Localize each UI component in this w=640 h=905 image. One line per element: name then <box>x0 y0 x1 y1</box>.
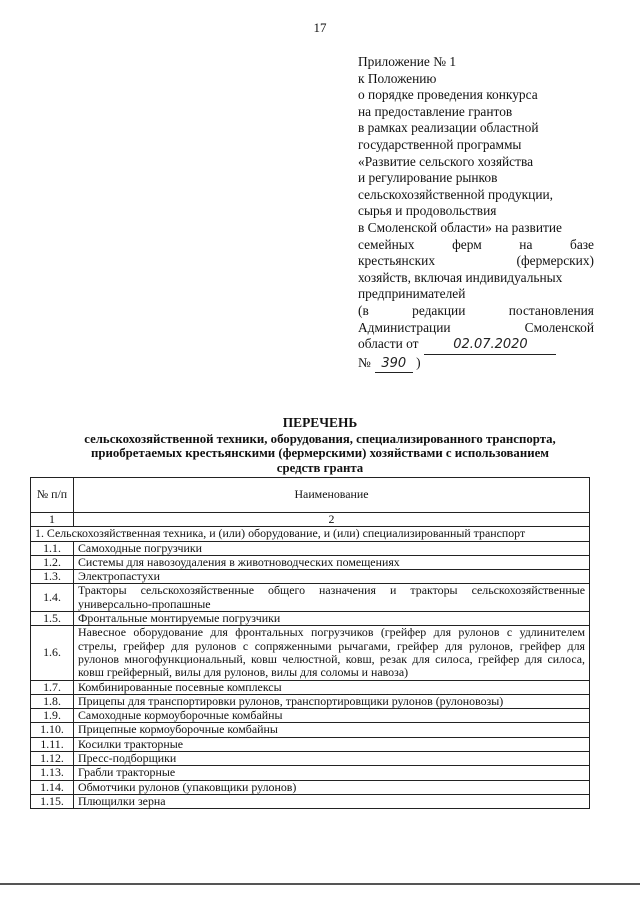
row-number: 1.4. <box>31 584 74 612</box>
title-line: средств гранта <box>276 460 364 475</box>
number-suffix: ) <box>416 354 421 370</box>
handwritten-number: 390 <box>375 356 413 374</box>
row-name: Комбинированные посевные комплексы <box>74 680 590 694</box>
row-name: Тракторы сельскохозяйственные общего назначения и тракторы сельскохозяйственные универсально-пропашные <box>74 584 590 612</box>
row-number: 1.7. <box>31 680 74 694</box>
appendix-date-line <box>358 336 594 355</box>
header-row <box>31 478 590 513</box>
column-number-row <box>31 513 590 527</box>
appendix-line: и регулирование рынков <box>358 170 498 186</box>
row-number: 1.11. <box>31 737 74 751</box>
title-main: ПЕРЕЧЕНЬ <box>282 415 358 430</box>
table-row <box>31 723 590 737</box>
appendix-line: в Смоленской области» на развитие <box>358 219 563 235</box>
handwritten-date: 02.07.2020 <box>424 337 556 355</box>
number-prefix: № <box>358 354 371 370</box>
appendix-line: к Положению <box>358 70 437 86</box>
row-number: 1.6. <box>31 626 74 680</box>
row-number: 1.2. <box>31 555 74 569</box>
appendix-line: государственной программы <box>358 136 522 152</box>
section-row <box>31 527 590 541</box>
row-number: 1.8. <box>31 694 74 708</box>
row-name: Самоходные погрузчики <box>74 541 590 555</box>
table-row <box>31 584 590 612</box>
page-number: 17 <box>313 20 327 35</box>
appendix-line: крестьянских (фермерских) <box>358 253 594 269</box>
table-row <box>31 541 590 555</box>
table-row <box>31 709 590 723</box>
table-row <box>31 752 590 766</box>
row-name: Фронтальные монтируемые погрузчики <box>74 612 590 626</box>
row-name: Прицепы для транспортировки рулонов, транспортировщики рулонов (рулоновозы) <box>74 694 590 708</box>
row-name: Косилки тракторные <box>74 737 590 751</box>
table-row <box>31 626 590 680</box>
table-row <box>31 570 590 584</box>
date-prefix: области от <box>358 336 419 352</box>
row-number: 1.14. <box>31 780 74 794</box>
row-name: Плющилки зерна <box>74 794 590 808</box>
appendix-line: о порядке проведения конкурса <box>358 87 538 103</box>
appendix-line: сельскохозяйственной продукции, <box>358 186 554 202</box>
row-number: 1.5. <box>31 612 74 626</box>
row-number: 1.1. <box>31 541 74 555</box>
document-title <box>60 416 580 475</box>
table-row <box>31 694 590 708</box>
row-number: 1.12. <box>31 752 74 766</box>
title-line: сельскохозяйственной техники, оборудования, специализированного транспорта, <box>84 431 556 446</box>
appendix-line: на предоставление грантов <box>358 103 513 119</box>
table-row <box>31 794 590 808</box>
col-number: 2 <box>74 513 590 527</box>
row-number: 1.13. <box>31 766 74 780</box>
header-name: Наименование <box>74 478 590 513</box>
appendix-line: хозяйств, включая индивидуальных <box>358 269 563 285</box>
row-number: 1.9. <box>31 709 74 723</box>
col-number: 1 <box>31 513 74 527</box>
appendix-line: «Развитие сельского хозяйства <box>358 153 534 169</box>
appendix-line: Приложение № 1 <box>358 54 457 69</box>
appendix-line: в рамках реализации областной <box>358 120 539 136</box>
title-line: приобретаемых крестьянскими (фермерскими) хозяйствами с использованием <box>91 446 549 460</box>
appendix-line: (в редакции постановления <box>358 302 594 318</box>
row-name: Электропастухи <box>74 570 590 584</box>
row-name: Системы для навозоудаления в животноводческих помещениях <box>74 555 590 569</box>
bottom-border <box>0 883 640 885</box>
row-name: Навесное оборудование для фронтальных погрузчиков (грейфер для рулонов с удлинителем стрелы, грейфер для рулонов с сопряженными рычагами, грейфер для рулонов, грейфер для рулонов многофункциональный, ковш челюстной, ковш, резак для силоса, грейфер для силоса, ковш грейферный, вилы для рулонов, вилы для соломы и навоза) <box>74 626 590 680</box>
row-name: Прицепные кормоуборочные комбайны <box>74 723 590 737</box>
appendix-block <box>358 54 594 373</box>
appendix-line: предпринимателей <box>358 286 466 302</box>
table-row <box>31 680 590 694</box>
table-row <box>31 780 590 794</box>
header-num: № п/п <box>31 478 74 513</box>
row-name: Грабли тракторные <box>74 766 590 780</box>
row-number: 1.3. <box>31 570 74 584</box>
appendix-line: Администрации Смоленской <box>358 319 594 335</box>
appendix-line: семейных ферм на базе <box>358 236 594 252</box>
appendix-number-line <box>358 355 594 374</box>
row-number: 1.10. <box>31 723 74 737</box>
section-title: 1. Сельскохозяйственная техника, и (или) оборудование, и (или) специализированный транспорт <box>31 527 590 541</box>
items-table <box>30 477 590 809</box>
row-name: Обмотчики рулонов (упаковщики рулонов) <box>74 780 590 794</box>
row-name: Пресс-подборщики <box>74 752 590 766</box>
row-name: Самоходные кормоуборочные комбайны <box>74 709 590 723</box>
row-number: 1.15. <box>31 794 74 808</box>
table-row <box>31 555 590 569</box>
table-row <box>31 737 590 751</box>
table-row <box>31 612 590 626</box>
appendix-line: сырья и продовольствия <box>358 203 497 219</box>
table-row <box>31 766 590 780</box>
